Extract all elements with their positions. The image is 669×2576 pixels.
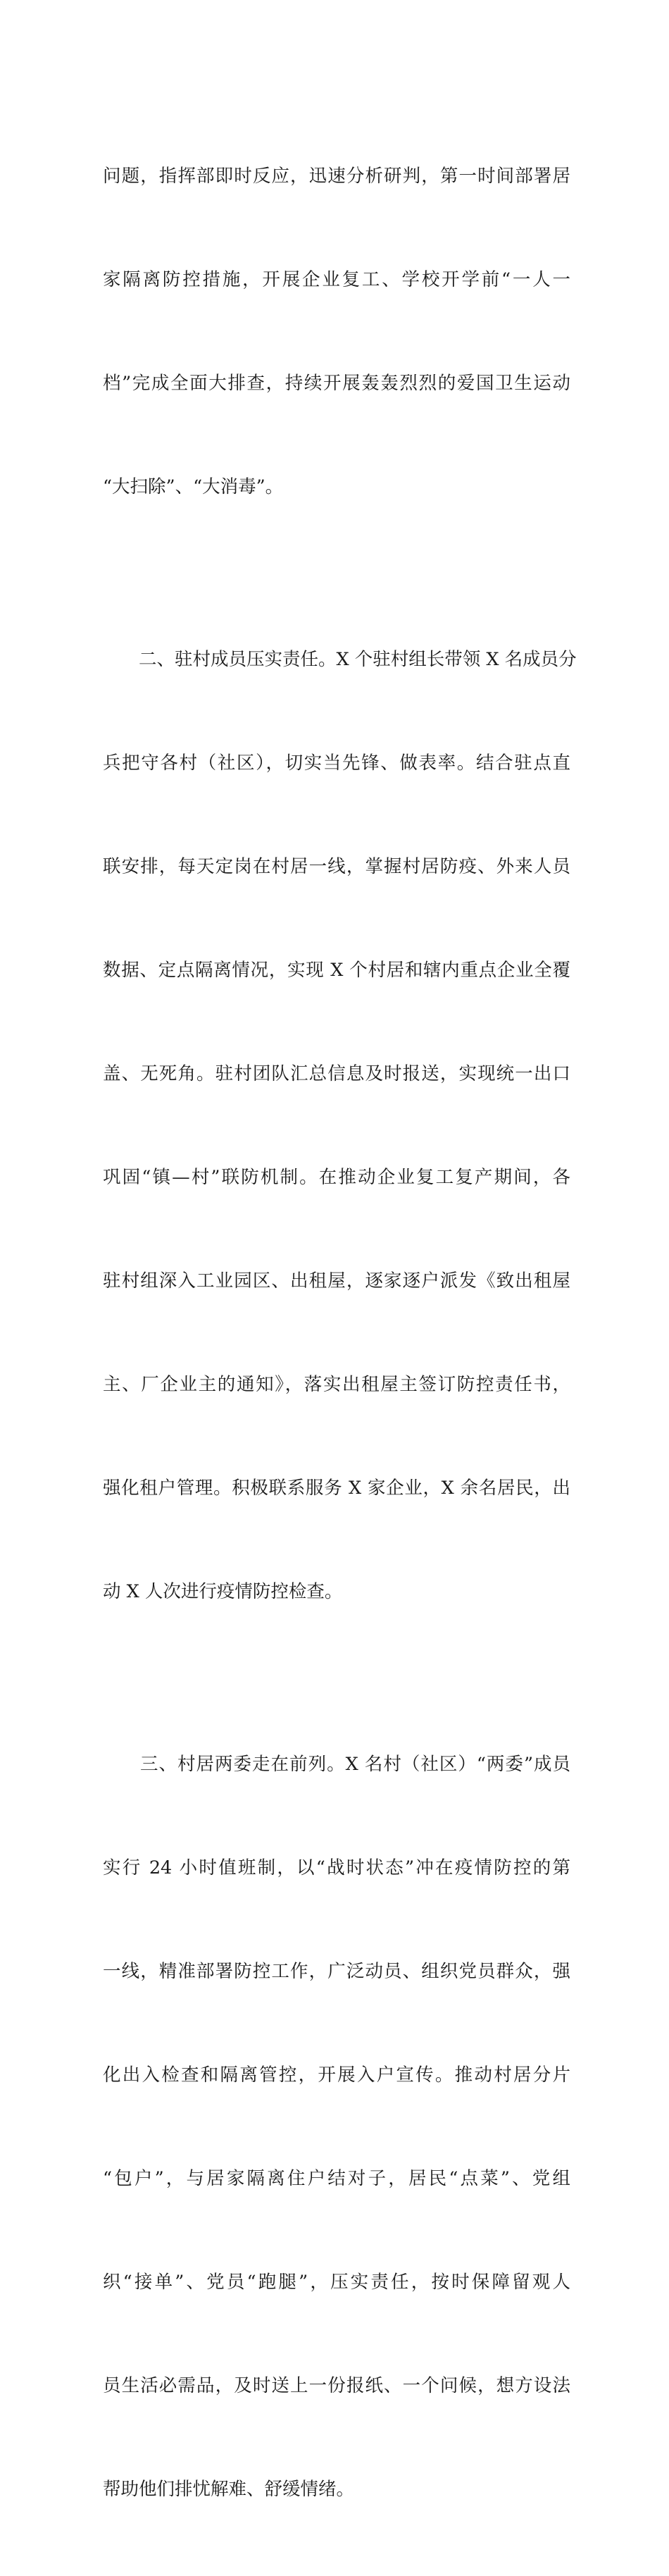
text-line: 问题，指挥部即时反应，迅速分析研判，第一时间部署居 — [103, 166, 570, 187]
paragraph-continuation — [103, 90, 570, 574]
text-line: 主、厂企业主的通知》，落实出租屋主签订防控责任书， — [103, 1374, 570, 1395]
text-line: “包户”，与居家隔离住户结对子，居民“点菜”、党组 — [103, 2168, 570, 2189]
text-line: 动 X 人次进行疫情防控检查。 — [103, 1581, 343, 1602]
text-line: 一线，精准部署防控工作，广泛动员、组织党员群众，强 — [103, 1961, 570, 1982]
paragraph-section-two — [103, 574, 577, 1678]
text-line: 巩固“镇—村”联防机制。在推动企业复工复产期间，各 — [103, 1167, 570, 1188]
text-line: 家隔离防控措施，开展企业复工、学校开学前“一人一 — [103, 269, 570, 290]
text-line: 兵把守各村（社区），切实当先锋、做表率。结合驻点直 — [103, 753, 570, 774]
text-line: 三、村居两委走在前列。X 名村（社区）“两委”成员 — [103, 1754, 570, 1775]
text-line: 联安排，每天定岗在村居一线，掌握村居防疫、外来人员 — [103, 856, 570, 877]
text-line: 驻村组深入工业园区、出租屋，逐家逐户派发《致出租屋 — [103, 1270, 570, 1292]
paragraph-section-three — [103, 1678, 570, 2576]
text-line: 员生活必需品，及时送上一份报纸、一个问候，想方设法 — [103, 2375, 570, 2396]
text-line: 档”完成全面大排查，持续开展轰轰烈烈的爱国卫生运动 — [103, 373, 570, 394]
text-line: 织“接单”、党员“跑腿”，压实责任，按时保障留观人 — [103, 2272, 570, 2293]
text-line: “大扫除”、“大消毒”。 — [103, 476, 284, 497]
text-line: 帮助他们排忧解难、舒缓情绪。 — [103, 2479, 355, 2500]
body-text — [103, 90, 577, 2576]
text-line: 盖、无死角。驻村团队汇总信息及时报送，实现统一出口 — [103, 1063, 570, 1084]
text-line: 实行 24 小时值班制，以“战时状态”冲在疫情防控的第 — [103, 1857, 570, 1878]
text-line: 数据、定点隔离情况，实现 X 个村居和辖内重点企业全覆 — [103, 960, 570, 981]
text-line: 二、驻村成员压实责任。X 个驻村组长带领 X 名成员分 — [103, 649, 577, 670]
text-line: 强化租户管理。积极联系服务 X 家企业，X 余名居民，出 — [103, 1478, 570, 1499]
text-line: 化出入检查和隔离管控，开展入户宣传。推动村居分片 — [103, 2064, 570, 2086]
